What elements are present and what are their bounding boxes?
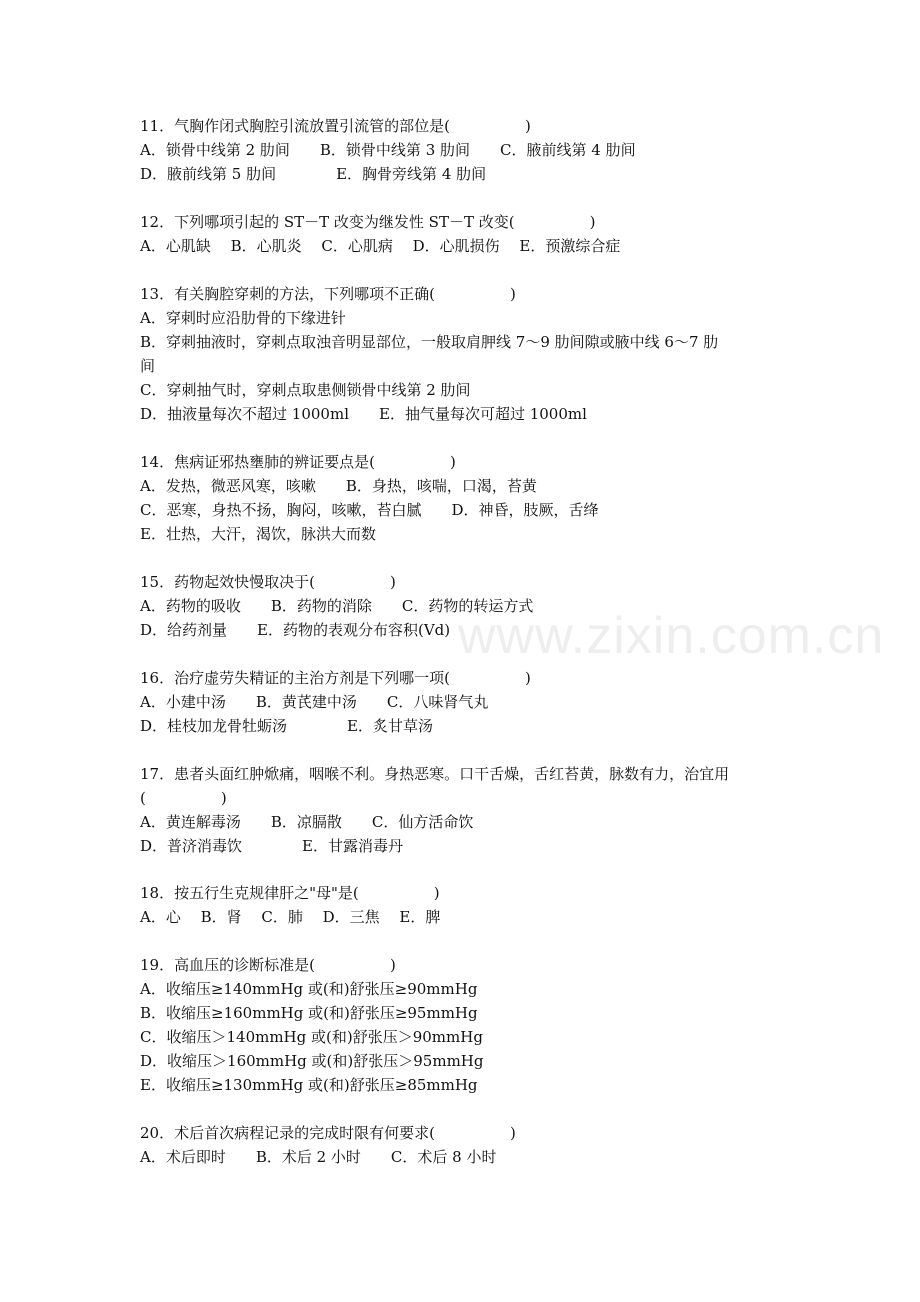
question-option-line: E．壮热，大汗，渴饮，脉洪大而数 bbox=[140, 525, 376, 543]
question-option-line: A．黄连解毒汤 B．凉膈散 C．仙方活命饮 bbox=[140, 813, 474, 831]
question-stem: 13．有关胸腔穿刺的方法，下列哪项不正确( ) bbox=[140, 285, 516, 303]
question-option-line: D．普济消毒饮 E．甘露消毒丹 bbox=[140, 837, 403, 855]
question-option-line: C．恶寒，身热不扬，胸闷，咳嗽，苔白腻 D．神昏，肢厥，舌绛 bbox=[140, 501, 599, 519]
question-18 bbox=[140, 881, 790, 929]
question-12 bbox=[140, 210, 790, 258]
question-option-line: D．给药剂量 E．药物的表观分布容积(Vd) bbox=[140, 621, 451, 639]
question-stem: 17．患者头面红肿焮痛，咽喉不利。身热恶寒。口干舌燥，舌红苔黄，脉数有力，治宜用( ) bbox=[140, 765, 730, 807]
question-option-line: D．桂枝加龙骨牡蛎汤 E．炙甘草汤 bbox=[140, 717, 433, 735]
question-option-line: A．药物的吸收 B．药物的消除 C．药物的转运方式 bbox=[140, 597, 534, 615]
question-option-line: A．穿刺时应沿肋骨的下缘进针 bbox=[140, 309, 346, 327]
question-option-line: A．心肌缺 B．心肌炎 C．心肌病 D．心肌损伤 E．预激综合症 bbox=[140, 237, 621, 255]
question-19 bbox=[140, 953, 790, 1097]
question-stem: 19．高血压的诊断标准是( ) bbox=[140, 956, 396, 974]
question-option-line: C．穿刺抽气时，穿刺点取患侧锁骨中线第 2 肋间 bbox=[140, 381, 471, 399]
question-option-line: D．收缩压＞160mmHg 或(和)舒张压＞95mmHg bbox=[140, 1052, 484, 1070]
question-option-line: D．腋前线第 5 肋间 E．胸骨旁线第 4 肋间 bbox=[140, 165, 487, 183]
question-option-line: A．心 B．肾 C．肺 D．三焦 E．脾 bbox=[140, 908, 441, 926]
question-stem: 12．下列哪项引起的 ST－T 改变为继发性 ST－T 改变( ) bbox=[140, 213, 596, 231]
question-option-line: A．收缩压≥140mmHg 或(和)舒张压≥90mmHg bbox=[140, 980, 478, 998]
question-stem: 14．焦病证邪热壅肺的辨证要点是( ) bbox=[140, 453, 456, 471]
question-stem: 15．药物起效快慢取决于( ) bbox=[140, 573, 396, 591]
question-option-line: A．术后即时 B．术后 2 小时 C．术后 8 小时 bbox=[140, 1148, 497, 1166]
question-option-line: A．小建中汤 B．黄芪建中汤 C．八味肾气丸 bbox=[140, 693, 489, 711]
question-option-line: B．收缩压≥160mmHg 或(和)舒张压≥95mmHg bbox=[140, 1004, 478, 1022]
question-option-line: 间 bbox=[140, 357, 156, 375]
question-option-line: B．穿刺抽液时，穿刺点取浊音明显部位，一般取肩胛线 7～9 肋间隙或腋中线 6～7 肋 bbox=[140, 333, 719, 351]
question-20 bbox=[140, 1121, 790, 1169]
question-option-line: C．收缩压＞140mmHg 或(和)舒张压＞90mmHg bbox=[140, 1028, 483, 1046]
question-14 bbox=[140, 450, 790, 546]
question-option-line: A．发热，微恶风寒，咳嗽 B．身热，咳喘，口渴，苔黄 bbox=[140, 477, 537, 495]
question-option-line: A．锁骨中线第 2 肋间 B．锁骨中线第 3 肋间 C．腋前线第 4 肋间 bbox=[140, 141, 636, 159]
question-11 bbox=[140, 114, 790, 186]
question-16 bbox=[140, 666, 790, 738]
question-option-line: E．收缩压≥130mmHg 或(和)舒张压≥85mmHg bbox=[140, 1076, 478, 1094]
question-stem: 20．术后首次病程记录的完成时限有何要求( ) bbox=[140, 1124, 516, 1142]
question-15 bbox=[140, 570, 790, 642]
question-stem: 16．治疗虚劳失精证的主治方剂是下列哪一项( ) bbox=[140, 669, 531, 687]
question-17 bbox=[140, 762, 790, 858]
watermark: www.zixin.com.cn bbox=[458, 607, 885, 665]
question-list bbox=[140, 114, 790, 1193]
question-option-line: D．抽液量每次不超过 1000ml E．抽气量每次可超过 1000ml bbox=[140, 405, 587, 423]
question-stem: 18．按五行生克规律肝之"母"是( ) bbox=[140, 884, 440, 902]
question-13 bbox=[140, 282, 790, 426]
question-stem: 11．气胸作闭式胸腔引流放置引流管的部位是( ) bbox=[140, 117, 531, 135]
